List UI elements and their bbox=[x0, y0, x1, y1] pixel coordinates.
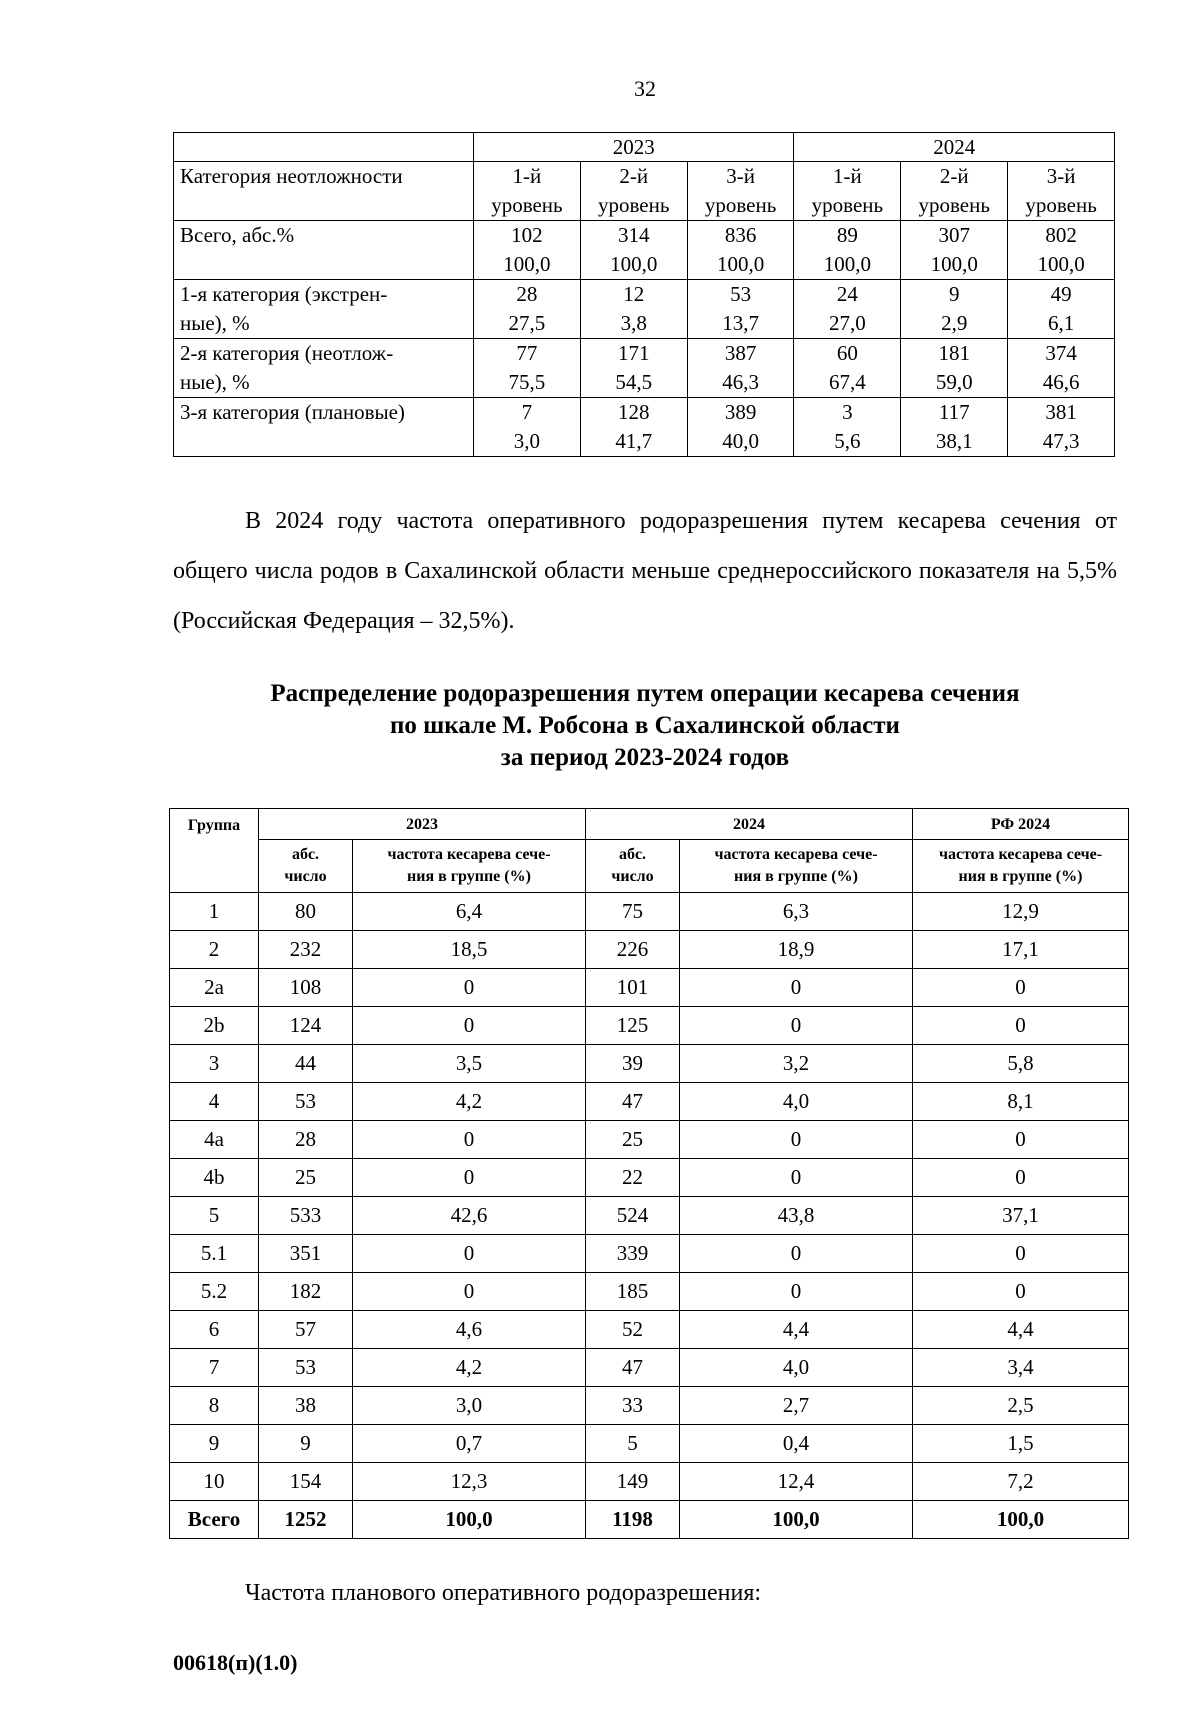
table-cell: 24 27,0 bbox=[794, 280, 901, 339]
table-cell: 7,2 bbox=[913, 1463, 1129, 1501]
table-cell: 381 47,3 bbox=[1008, 398, 1115, 457]
table-row bbox=[170, 1121, 1129, 1159]
table-cell: 2,7 bbox=[680, 1387, 913, 1425]
table-cell: 387 46,3 bbox=[687, 339, 794, 398]
table-row bbox=[174, 280, 1115, 339]
total-cell: 100,0 bbox=[353, 1501, 586, 1539]
table-cell: 524 bbox=[586, 1197, 680, 1235]
table-cell: 0 bbox=[680, 1121, 913, 1159]
table-cell: 25 bbox=[259, 1159, 353, 1197]
group-cell: 6 bbox=[170, 1311, 259, 1349]
table-cell: 43,8 bbox=[680, 1197, 913, 1235]
table-cell: 0 bbox=[680, 1273, 913, 1311]
table-cell: 149 bbox=[586, 1463, 680, 1501]
group-cell: 2b bbox=[170, 1007, 259, 1045]
table-row bbox=[170, 893, 1129, 931]
body-paragraph: В 2024 году частота оперативного родоразрешения путем кесарева сечения от общего числа родов в Сахалинской области меньше среднероссийского показателя на 5,5% (Российская Федерация – 32,5%). bbox=[173, 508, 1117, 634]
table-cell: 374 46,6 bbox=[1008, 339, 1115, 398]
table1-level-header: 2-й уровень bbox=[580, 162, 687, 221]
table-row bbox=[170, 1045, 1129, 1083]
table-row bbox=[170, 1273, 1129, 1311]
table-cell: 44 bbox=[259, 1045, 353, 1083]
table-cell: 60 67,4 bbox=[794, 339, 901, 398]
table-cell: 33 bbox=[586, 1387, 680, 1425]
table-cell: 39 bbox=[586, 1045, 680, 1083]
table-cell: 53 13,7 bbox=[687, 280, 794, 339]
group-cell: 4a bbox=[170, 1121, 259, 1159]
table-row bbox=[170, 1235, 1129, 1273]
table-cell: 0 bbox=[913, 1235, 1129, 1273]
table-row bbox=[170, 1083, 1129, 1121]
group-cell: 8 bbox=[170, 1387, 259, 1425]
table-cell: 49 6,1 bbox=[1008, 280, 1115, 339]
table-cell: 28 bbox=[259, 1121, 353, 1159]
table-cell: 351 bbox=[259, 1235, 353, 1273]
table-cell: 22 bbox=[586, 1159, 680, 1197]
heading-line: Распределение родоразрешения путем операции кесарева сечения bbox=[270, 680, 1020, 707]
table-cell: 181 59,0 bbox=[901, 339, 1008, 398]
table-cell: 3,2 bbox=[680, 1045, 913, 1083]
table-cell: 339 bbox=[586, 1235, 680, 1273]
table-cell: 9 2,9 bbox=[901, 280, 1008, 339]
table-cell: 307 100,0 bbox=[901, 221, 1008, 280]
table-cell: 17,1 bbox=[913, 931, 1129, 969]
table-cell: 0 bbox=[353, 1159, 586, 1197]
table-cell: 47 bbox=[586, 1349, 680, 1387]
table-cell: 7 3,0 bbox=[474, 398, 581, 457]
table-cell: 18,9 bbox=[680, 931, 913, 969]
table-row bbox=[170, 1311, 1129, 1349]
table-cell: 0 bbox=[913, 1007, 1129, 1045]
table-row bbox=[170, 1007, 1129, 1045]
total-cell: 1252 bbox=[259, 1501, 353, 1539]
year-header-rf-2024: РФ 2024 bbox=[913, 809, 1129, 840]
table-cell: 6,3 bbox=[680, 893, 913, 931]
table-cell: 0 bbox=[913, 969, 1129, 1007]
group-cell: 1 bbox=[170, 893, 259, 931]
table1-level-header: 3-й уровень bbox=[1008, 162, 1115, 221]
table1-corner bbox=[174, 133, 474, 162]
sub-header-abs: абс. число bbox=[586, 840, 680, 893]
table-cell: 42,6 bbox=[353, 1197, 586, 1235]
table-row bbox=[170, 1463, 1129, 1501]
table-cell: 4,2 bbox=[353, 1083, 586, 1121]
table-row bbox=[170, 1349, 1129, 1387]
table-cell: 836 100,0 bbox=[687, 221, 794, 280]
sub-header-abs: абс. число bbox=[259, 840, 353, 893]
table-cell: 57 bbox=[259, 1311, 353, 1349]
sub-header-rate: частота кесарева сече- ния в группе (%) bbox=[680, 840, 913, 893]
table1-category-header: Категория неотложности bbox=[174, 162, 474, 221]
table-cell: 1,5 bbox=[913, 1425, 1129, 1463]
table-cell: 389 40,0 bbox=[687, 398, 794, 457]
table-cell: 5,8 bbox=[913, 1045, 1129, 1083]
table-row bbox=[174, 221, 1115, 280]
group-cell: 10 bbox=[170, 1463, 259, 1501]
table-cell: 12,9 bbox=[913, 893, 1129, 931]
table-cell: 38 bbox=[259, 1387, 353, 1425]
row-label: 2-я категория (неотлож- ные), % bbox=[174, 339, 474, 398]
table-cell: 0 bbox=[913, 1159, 1129, 1197]
table-cell: 101 bbox=[586, 969, 680, 1007]
group-cell: 2a bbox=[170, 969, 259, 1007]
table-row bbox=[170, 1197, 1129, 1235]
table-cell: 802 100,0 bbox=[1008, 221, 1115, 280]
footer-text: Частота планового оперативного родоразрешения: bbox=[245, 1580, 762, 1606]
table-cell: 12,4 bbox=[680, 1463, 913, 1501]
table-cell: 89 100,0 bbox=[794, 221, 901, 280]
table1-level-header: 3-й уровень bbox=[687, 162, 794, 221]
total-cell: 1198 bbox=[586, 1501, 680, 1539]
row-label: Всего, абс.% bbox=[174, 221, 474, 280]
table-cell: 124 bbox=[259, 1007, 353, 1045]
total-row bbox=[170, 1501, 1129, 1539]
table-cell: 0 bbox=[913, 1121, 1129, 1159]
heading-line: по шкале М. Робсона в Сахалинской области bbox=[390, 712, 900, 739]
heading-line: за период 2023-2024 годов bbox=[500, 744, 790, 771]
table-cell: 0 bbox=[353, 969, 586, 1007]
table-cell: 6,4 bbox=[353, 893, 586, 931]
table-cell: 0 bbox=[680, 1235, 913, 1273]
total-cell: Всего bbox=[170, 1501, 259, 1539]
group-cell: 3 bbox=[170, 1045, 259, 1083]
table-cell: 3,4 bbox=[913, 1349, 1129, 1387]
emergency-category-table bbox=[173, 132, 1115, 457]
table-cell: 80 bbox=[259, 893, 353, 931]
group-cell: 9 bbox=[170, 1425, 259, 1463]
table-cell: 232 bbox=[259, 931, 353, 969]
table-cell: 5 bbox=[586, 1425, 680, 1463]
group-cell: 4 bbox=[170, 1083, 259, 1121]
table-cell: 0 bbox=[353, 1235, 586, 1273]
total-cell: 100,0 bbox=[913, 1501, 1129, 1539]
table-cell: 102 100,0 bbox=[474, 221, 581, 280]
table-cell: 9 bbox=[259, 1425, 353, 1463]
table-cell: 52 bbox=[586, 1311, 680, 1349]
table-cell: 0,7 bbox=[353, 1425, 586, 1463]
table-cell: 128 41,7 bbox=[580, 398, 687, 457]
table-cell: 0 bbox=[353, 1121, 586, 1159]
table-row bbox=[170, 1387, 1129, 1425]
table-cell: 3,5 bbox=[353, 1045, 586, 1083]
table-row bbox=[174, 398, 1115, 457]
row-label: 3-я категория (плановые) bbox=[174, 398, 474, 457]
table-cell: 75 bbox=[586, 893, 680, 931]
table-cell: 125 bbox=[586, 1007, 680, 1045]
table1-level-header: 1-й уровень bbox=[474, 162, 581, 221]
table-cell: 53 bbox=[259, 1083, 353, 1121]
table-cell: 2,5 bbox=[913, 1387, 1129, 1425]
section-heading bbox=[173, 678, 1117, 774]
table-cell: 0 bbox=[913, 1273, 1129, 1311]
table1-year-2023: 2023 bbox=[474, 133, 794, 162]
table1-level-header: 2-й уровень bbox=[901, 162, 1008, 221]
table-cell: 4,0 bbox=[680, 1349, 913, 1387]
table-cell: 12,3 bbox=[353, 1463, 586, 1501]
table-cell: 108 bbox=[259, 969, 353, 1007]
table-cell: 185 bbox=[586, 1273, 680, 1311]
table1-level-header: 1-й уровень bbox=[794, 162, 901, 221]
page-number: 32 bbox=[634, 76, 656, 101]
total-cell: 100,0 bbox=[680, 1501, 913, 1539]
table-cell: 53 bbox=[259, 1349, 353, 1387]
table-cell: 117 38,1 bbox=[901, 398, 1008, 457]
robson-classification-table bbox=[169, 808, 1129, 1539]
group-cell: 5.1 bbox=[170, 1235, 259, 1273]
table-cell: 0 bbox=[680, 969, 913, 1007]
table-cell: 0 bbox=[680, 1007, 913, 1045]
sub-header-rate: частота кесарева сече- ния в группе (%) bbox=[353, 840, 586, 893]
table-cell: 226 bbox=[586, 931, 680, 969]
group-cell: 7 bbox=[170, 1349, 259, 1387]
group-cell: 4b bbox=[170, 1159, 259, 1197]
table-row bbox=[170, 1425, 1129, 1463]
table-cell: 4,4 bbox=[680, 1311, 913, 1349]
table-cell: 4,0 bbox=[680, 1083, 913, 1121]
table-cell: 77 75,5 bbox=[474, 339, 581, 398]
table-cell: 25 bbox=[586, 1121, 680, 1159]
table-cell: 533 bbox=[259, 1197, 353, 1235]
table-cell: 154 bbox=[259, 1463, 353, 1501]
table-row bbox=[170, 931, 1129, 969]
table-cell: 4,2 bbox=[353, 1349, 586, 1387]
table-cell: 0 bbox=[680, 1159, 913, 1197]
year-header-2023: 2023 bbox=[259, 809, 586, 840]
group-cell: 2 bbox=[170, 931, 259, 969]
table-cell: 4,4 bbox=[913, 1311, 1129, 1349]
group-cell: 5 bbox=[170, 1197, 259, 1235]
document-code: 00618(п)(1.0) bbox=[173, 1650, 298, 1675]
table-cell: 171 54,5 bbox=[580, 339, 687, 398]
table-cell: 37,1 bbox=[913, 1197, 1129, 1235]
table1-year-2024: 2024 bbox=[794, 133, 1115, 162]
table-cell: 4,6 bbox=[353, 1311, 586, 1349]
group-header: Группа bbox=[170, 809, 259, 893]
table-row bbox=[170, 969, 1129, 1007]
table-cell: 28 27,5 bbox=[474, 280, 581, 339]
table-cell: 12 3,8 bbox=[580, 280, 687, 339]
table-row bbox=[170, 1159, 1129, 1197]
table-cell: 3,0 bbox=[353, 1387, 586, 1425]
sub-header-rate: частота кесарева сече- ния в группе (%) bbox=[913, 840, 1129, 893]
table-cell: 3 5,6 bbox=[794, 398, 901, 457]
group-cell: 5.2 bbox=[170, 1273, 259, 1311]
table-cell: 314 100,0 bbox=[580, 221, 687, 280]
table-cell: 0 bbox=[353, 1273, 586, 1311]
table-cell: 18,5 bbox=[353, 931, 586, 969]
table-cell: 0 bbox=[353, 1007, 586, 1045]
table-row bbox=[174, 339, 1115, 398]
year-header-2024: 2024 bbox=[586, 809, 913, 840]
table-cell: 47 bbox=[586, 1083, 680, 1121]
table-cell: 182 bbox=[259, 1273, 353, 1311]
table-cell: 8,1 bbox=[913, 1083, 1129, 1121]
row-label: 1-я категория (экстрен- ные), % bbox=[174, 280, 474, 339]
table-cell: 0,4 bbox=[680, 1425, 913, 1463]
